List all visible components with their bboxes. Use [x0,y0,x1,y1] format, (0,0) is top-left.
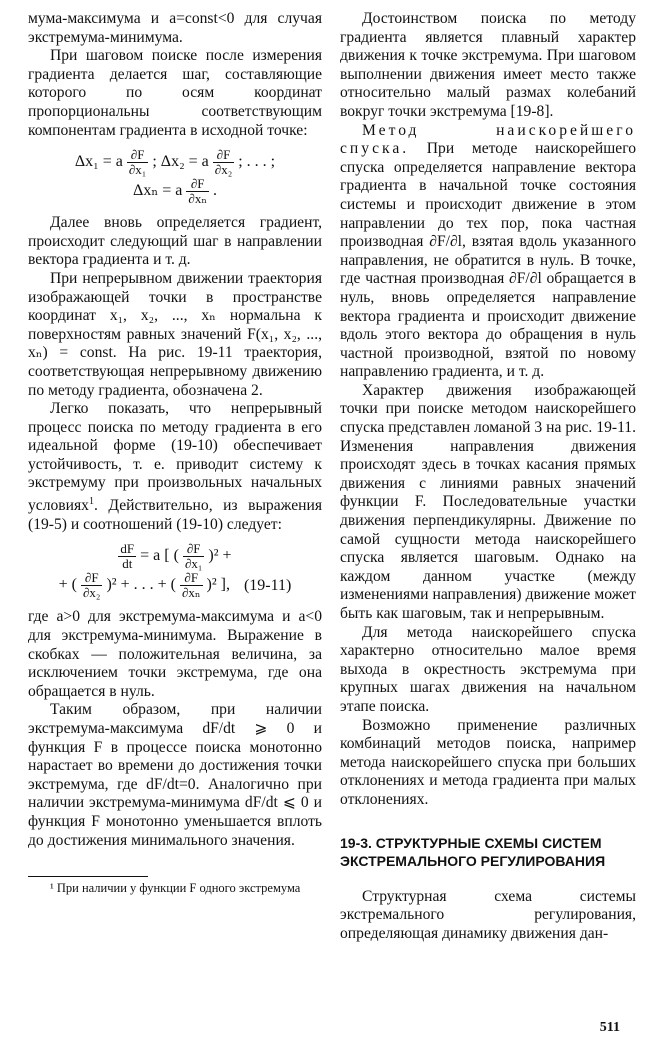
fraction-numerator: ∂F [183,542,204,557]
paragraph-text: Легко показать, что непрерывный процесс поиска по методу градиента в его идеальной форме (19-10) обеспечивает устойчивость, т. е. приводит систему к экстремуму при произвольных начальных условиях [28,400,322,515]
paragraph [340,122,636,382]
paragraph-text: . Действительно, из выражения (19-5) и соотношений (19-10) следует: [28,497,322,533]
fraction-numerator: ∂F [186,177,209,192]
paragraph: Для метода наискорейшего спуска характерно относительно малое время выхода в окрестность экстремума при крупных шагах движения на начальном этапе поиска. [340,623,636,715]
fraction-denominator: dt [122,556,133,572]
formula-text: ; Δx₂ = a [152,153,209,171]
fraction-denominator: ∂x₂ [82,585,101,601]
paragraph: При непрерывном движении траектория изображающей точки в пространстве координат x₁, x₂, ..., xₙ нормальна к поверхностям равных значений F(x₁, x₂, ..., xₙ) = const. На рис. 19-11 траектория, соответствующая непрерывному движению по методу градиента, обозначена 2. [28,269,322,399]
formula-text: )² ], [206,576,230,594]
fraction-denominator: ∂xₙ [188,191,207,207]
page-number: 511 [599,1020,620,1035]
section-heading: 19-3. СТРУКТУРНЫЕ СХЕМЫ СИСТЕМ ЭКСТРЕМАЛЬНОГО РЕГУЛИРОВАНИЯ [340,834,606,869]
paragraph: Возможно применение различных комбинаций методов поиска, например метода наискорейшего спуска при больших отклонениях и метода градиента при малых отклонениях. [340,716,636,808]
fraction [213,148,234,177]
formula-text: )² + . . . + ( [106,576,176,594]
paragraph: мума-максимума и a=const<0 для случая экстремума-минимума. [28,10,322,46]
formula-text: ; . . . ; [238,153,276,171]
paragraph [28,400,322,534]
formula-text: Δx₁ = a [74,153,123,171]
fraction [186,177,209,206]
fraction-denominator: ∂x₁ [184,556,203,572]
fraction [127,148,148,177]
formula-text: + ( [58,576,77,594]
paragraph: Достоинством поиска по методу градиента является плавный характер движения к точке экстремума. При шаговом выполнении движения имеет место также относительно малый размах колебаний вокруг точки экстремума [19-8]. [340,10,636,120]
formula-text: . [212,182,217,200]
fraction-numerator: ∂F [81,571,102,586]
footnote-marker: 1 [88,496,94,508]
formula-text: = a [ ( [140,547,179,565]
fraction-numerator: dF [120,541,135,557]
footnote: ¹ При наличии у функции F одного экстремума [50,881,301,896]
paragraph-text: При методе наискорейшего спуска определяется направление вектора градиента в начальной точке состояния системы и происходит движение в этом направлении до тех пор, пока частная производная ∂F/∂l, взятая вдоль указанного направления, не обратится в нуль. В точке, где частная производная ∂F/∂l обращается в нуль, вновь определяется направление вектора градиента и происходит движение вдоль этого вектора до обращения в нуль частной производной, взятой по новому направлению градиента, и т. д. [340,140,636,381]
equation-number: (19-11) [243,576,292,594]
formula-text: Δxₙ = a [133,182,183,200]
formula-step-components [28,148,322,206]
footnote-divider [28,876,148,877]
paragraph: Характер движения изображающей точки при поиске методом наискорейшего спуска представлен ломаной 3 на рис. 19-11. Изменения направления движения происходят здесь в точках касания прямых движения с линиями равных значений функции F. Последовательные участки движения перпендикулярны. Движение по самой сущности метода наискорейшего спуска является шаговым. Однако на каждом данном участке (между изменениями направления) движение может быть как шаговым, так и непрерывным. [340,381,636,622]
paragraph: Далее вновь определяется градиент, происходит следующий шаг в направлении вектора градиента и т. д. [28,214,322,269]
fraction-numerator: ∂F [180,571,203,586]
paragraph: Таким образом, при наличии экстремума-максимума dF/dt ⩾ 0 и функция F в процессе поиска монотонно нарастает во времени до достижения точки экстремума, где dF/dt=0. Аналогично при наличии экстремума-минимума dF/dt ⩽ 0 и функция F монотонно уменьшается вплоть до достижения минимального значения. [28,701,322,849]
paragraph: Структурная схема системы экстремального регулирования, определяющая динамику движения дан- [340,887,636,942]
left-column [28,10,322,896]
fraction [180,571,203,600]
paragraph: где a>0 для экстремума-максимума и a<0 для экстремума-минимума. Выражение в скобках — положительная величина, за исключением точки экстремума, где она обращается в нуль. [28,608,322,700]
method-heading: Метод наискорейшего спуска. [340,121,636,158]
paragraph: При шаговом поиске после измерения градиента делается шаг, составляющие которого по осям координат пропорциональны соответствующим компонентам градиента в исходной точке: [28,47,322,139]
formula-19-11 [28,542,322,600]
fraction [183,542,204,571]
fraction-numerator: ∂F [213,148,234,163]
fraction [81,571,102,600]
right-column [340,10,636,943]
formula-text: )² + [208,547,232,565]
fraction-denominator: ∂x₁ [128,162,147,178]
fraction-denominator: ∂x₂ [214,162,233,178]
fraction-denominator: ∂xₙ [181,585,201,601]
fraction [118,542,136,571]
fraction-numerator: ∂F [127,148,148,163]
